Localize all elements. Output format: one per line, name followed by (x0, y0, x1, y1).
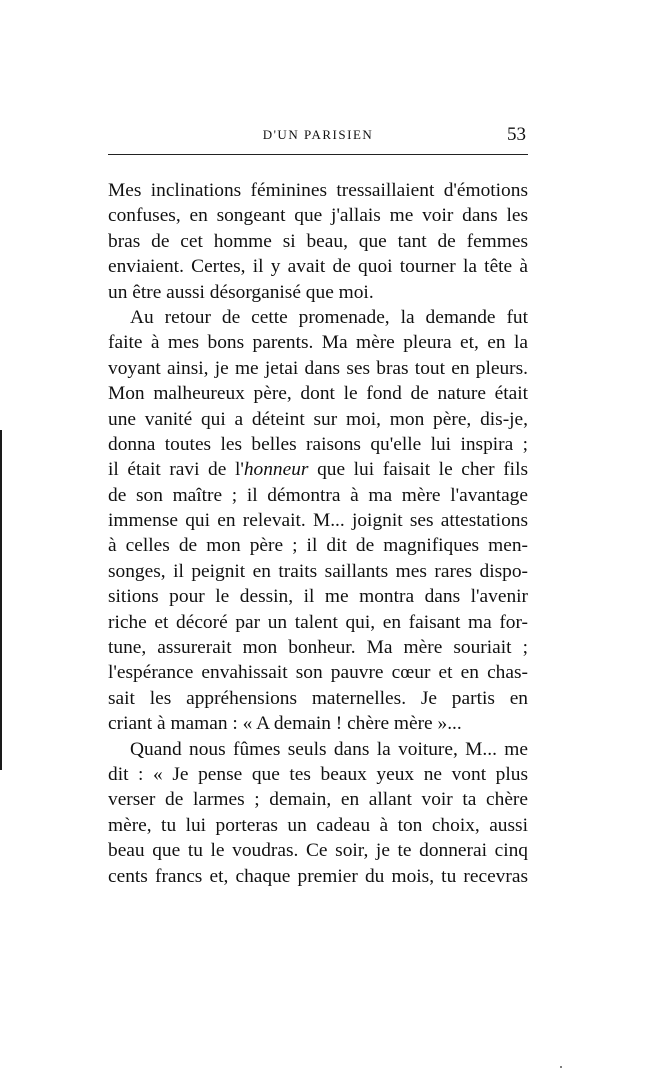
text-line: bras de cet homme si beau, que tant de femmes (108, 230, 528, 252)
header-rule (108, 154, 528, 155)
text-line: Mon malheureux père, dont le fond de nature était (108, 383, 528, 405)
text-line: verser de larmes ; demain, en allant voir ta chère (108, 789, 528, 811)
text-line: une vanité qui a déteint sur moi, mon père, dis-je, (108, 408, 528, 430)
text-line: dit : « Je pense que tes beaux yeux ne vont plus (108, 763, 528, 785)
body-text (108, 178, 528, 889)
text-line: faite à mes bons parents. Ma mère pleura et, en la (108, 332, 528, 354)
scan-margin-shadow (0, 430, 2, 770)
text-line: Mes inclinations féminines tressaillaient d'émotions (108, 180, 528, 201)
scan-speck (560, 1066, 562, 1068)
text-line: il était ravi de l'honneur que lui faisait le cher fils (108, 459, 528, 481)
text-line: enviaient. Certes, il y avait de quoi tourner la tête à (108, 256, 528, 278)
text-line: de son maître ; il démontra à ma mère l'avantage (108, 484, 528, 506)
text-line: confuses, en songeant que j'allais me voir dans les (108, 205, 528, 227)
text-line: tune, assurerait mon bonheur. Ma mère souriait ; (108, 637, 528, 659)
text-line: l'espérance envahissait son pauvre cœur et en chas- (108, 662, 528, 684)
text-line: beau que tu le voudras. Ce soir, je te donnerai cinq (108, 840, 528, 862)
text-line: songes, il peignit en traits saillants mes rares dispo- (108, 560, 528, 582)
text-line: immense qui en relevait. M... joignit ses attestations (108, 510, 528, 532)
page-number: 53 (507, 124, 526, 145)
text-line: voyant ainsi, je me jetai dans ses bras tout en pleurs. (108, 357, 528, 379)
text-line: mère, tu lui porteras un cadeau à ton choix, aussi (108, 814, 528, 836)
running-head (108, 124, 528, 150)
text-line: à celles de mon père ; il dit de magnifiques men- (108, 535, 528, 557)
text-line: sitions pour le dessin, il me montra dans l'avenir (108, 586, 528, 608)
text-line: riche et décoré par un talent qui, en faisant ma for- (108, 611, 528, 633)
text-line: criant à maman : « A demain ! chère mère »... (108, 713, 462, 735)
text-line: cents francs et, chaque premier du mois, tu recevras (108, 865, 528, 887)
text-line: un être aussi désorganisé que moi. (108, 281, 374, 303)
running-title: D'UN PARISIEN (262, 127, 374, 142)
text-line: Quand nous fûmes seuls dans la voiture, M... me (130, 738, 528, 760)
text-line: Au retour de cette promenade, la demande fut (130, 306, 528, 328)
text-line: sait les appréhensions maternelles. Je partis en (108, 687, 528, 709)
text-line: donna toutes les belles raisons qu'elle lui inspira ; (108, 433, 528, 455)
